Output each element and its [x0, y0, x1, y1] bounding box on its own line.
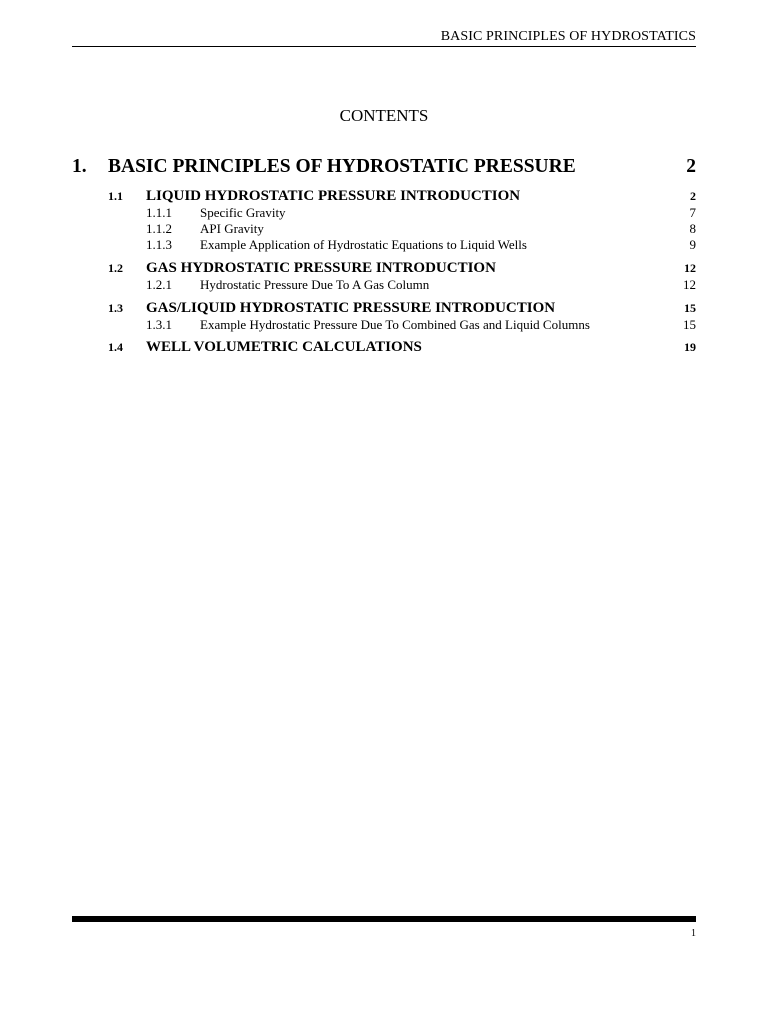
toc-subsection-page: 7 [689, 205, 696, 220]
toc-section-page: 19 [684, 340, 696, 354]
toc-section-number: 1.3 [108, 301, 123, 315]
toc-section-page: 15 [684, 301, 696, 315]
toc-chapter-page: 2 [686, 156, 696, 177]
toc-subsection-row[interactable] [72, 221, 696, 237]
toc-section-title: LIQUID HYDROSTATIC PRESSURE INTRODUCTION [146, 188, 521, 204]
toc-subsection-page: 9 [689, 237, 696, 252]
toc-subsection-number: 1.2.1 [146, 277, 172, 292]
toc-subsection-row[interactable] [72, 205, 696, 221]
toc-subsection-page: 12 [683, 277, 696, 292]
toc-subsection-number: 1.3.1 [146, 317, 172, 332]
header-rule [72, 46, 696, 47]
toc-subsection-number: 1.1.3 [146, 237, 172, 252]
page-number: 1 [691, 928, 696, 939]
toc-section-row[interactable] [72, 259, 696, 277]
toc-subsection-page: 15 [683, 317, 696, 332]
toc-subsection-number: 1.1.1 [146, 205, 172, 220]
toc-chapter-number: 1. [72, 156, 87, 177]
toc-section-number: 1.4 [108, 340, 123, 354]
running-header: BASIC PRINCIPLES OF HYDROSTATICS [440, 29, 696, 44]
footer-rule [72, 916, 696, 922]
toc-section-number: 1.2 [108, 261, 123, 275]
toc-section-row[interactable] [72, 187, 696, 205]
toc-section-title: GAS HYDROSTATIC PRESSURE INTRODUCTION [146, 260, 496, 276]
contents-title: CONTENTS [339, 106, 429, 125]
toc-section-page: 2 [690, 189, 696, 203]
toc-section-page: 12 [684, 261, 696, 275]
toc-subsection-title: Example Application of Hydrostatic Equations to Liquid Wells [200, 237, 527, 252]
toc-subsection-row[interactable] [72, 317, 696, 333]
toc-subsection-title: Example Hydrostatic Pressure Due To Combined Gas and Liquid Columns [200, 317, 590, 332]
toc-section-title: WELL VOLUMETRIC CALCULATIONS [146, 339, 422, 355]
toc-subsection-title: Hydrostatic Pressure Due To A Gas Column [200, 277, 430, 292]
toc-subsection-row[interactable] [72, 237, 696, 253]
toc-section-row[interactable] [72, 338, 696, 356]
toc-section-title: GAS/LIQUID HYDROSTATIC PRESSURE INTRODUCTION [146, 300, 556, 316]
toc-subsection-row[interactable] [72, 277, 696, 293]
toc-section-row[interactable] [72, 299, 696, 317]
table-of-contents [72, 154, 696, 356]
toc-section-number: 1.1 [108, 189, 123, 203]
toc-chapter-title: BASIC PRINCIPLES OF HYDROSTATIC PRESSURE [108, 156, 576, 177]
toc-chapter-row[interactable] [72, 154, 696, 180]
toc-subsection-title: API Gravity [200, 221, 264, 236]
toc-subsection-page: 8 [689, 221, 696, 236]
toc-subsection-number: 1.1.2 [146, 221, 172, 236]
toc-subsection-title: Specific Gravity [200, 205, 286, 220]
